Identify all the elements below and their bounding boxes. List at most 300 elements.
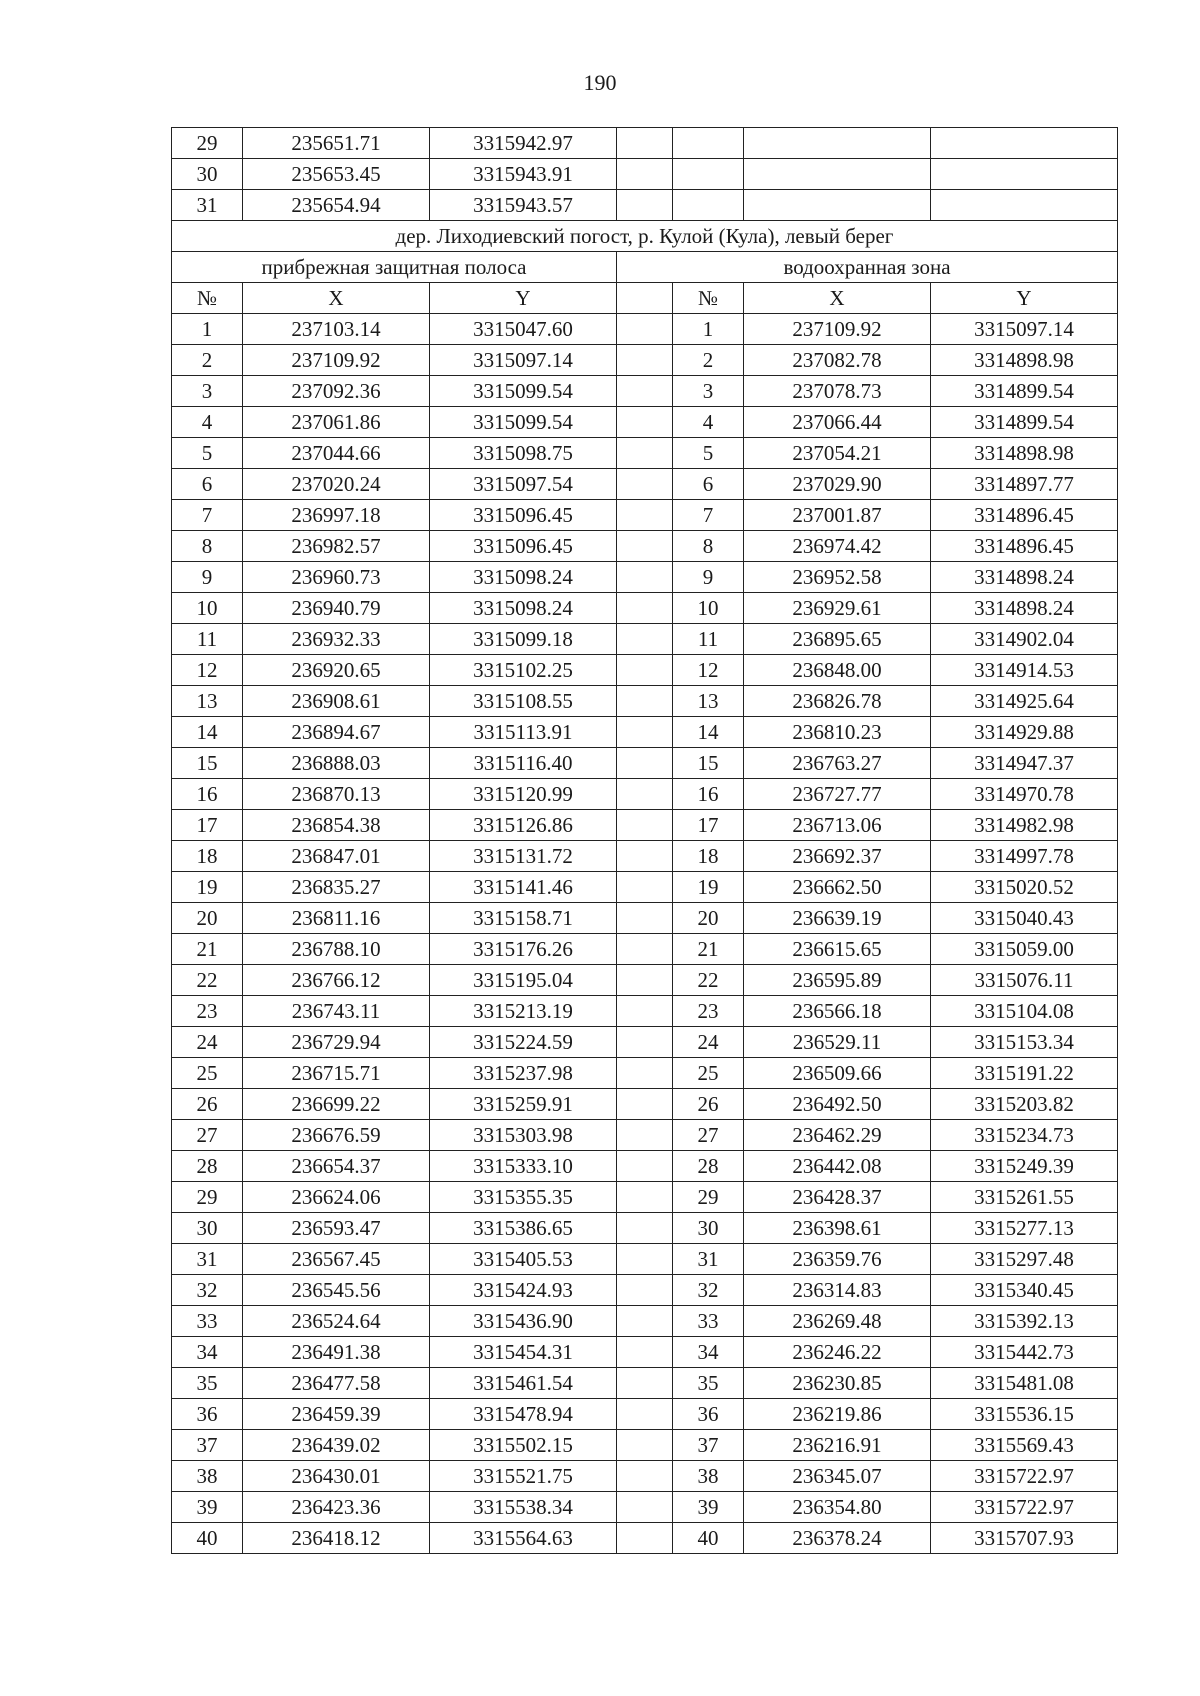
left-x-coordinate-cell: 236423.36 [243,1492,430,1523]
left-point-number-cell: 4 [172,407,243,438]
left-y-coordinate-cell: 3315478.94 [430,1399,617,1430]
right-y-coordinate-cell: 3314929.88 [931,717,1118,748]
spacer-cell [617,841,673,872]
right-point-number-cell: 37 [673,1430,744,1461]
spacer-cell [617,1120,673,1151]
right-point-number-cell: 29 [673,1182,744,1213]
spacer-cell [617,1492,673,1523]
right-point-number-cell: 35 [673,1368,744,1399]
right-y-coordinate-cell: 3315569.43 [931,1430,1118,1461]
left-x-coordinate-cell: 236491.38 [243,1337,430,1368]
y-coordinate-cell: 3315943.91 [430,159,617,190]
left-y-coordinate-cell: 3315099.54 [430,376,617,407]
right-point-number-cell: 34 [673,1337,744,1368]
table-row [172,1430,1118,1461]
subsection-title-row [172,252,1118,283]
table-row [172,562,1118,593]
spacer-cell [617,655,673,686]
left-y-coordinate-cell: 3315259.91 [430,1089,617,1120]
left-point-number-cell: 17 [172,810,243,841]
right-y-coordinate-cell: 3314914.53 [931,655,1118,686]
x-header: X [744,283,931,314]
right-point-number-cell: 4 [673,407,744,438]
spacer-cell [617,1182,673,1213]
right-x-coordinate-cell: 236269.48 [744,1306,931,1337]
right-x-coordinate-cell: 236345.07 [744,1461,931,1492]
right-y-coordinate-cell: 3314899.54 [931,376,1118,407]
left-y-coordinate-cell: 3315096.45 [430,531,617,562]
right-y-coordinate-cell: 3315392.13 [931,1306,1118,1337]
spacer-cell [617,686,673,717]
table-row [172,934,1118,965]
left-point-number-cell: 6 [172,469,243,500]
spacer-cell [617,996,673,1027]
left-point-number-cell: 1 [172,314,243,345]
table-row [172,965,1118,996]
left-x-coordinate-cell: 236699.22 [243,1089,430,1120]
left-point-number-cell: 24 [172,1027,243,1058]
left-x-coordinate-cell: 236894.67 [243,717,430,748]
right-x-coordinate-cell: 237001.87 [744,500,931,531]
spacer-cell [617,903,673,934]
table-row [172,1244,1118,1275]
point-number-cell: 29 [172,128,243,159]
right-y-coordinate-cell: 3315104.08 [931,996,1118,1027]
left-point-number-cell: 35 [172,1368,243,1399]
left-point-number-cell: 3 [172,376,243,407]
left-x-coordinate-cell: 236524.64 [243,1306,430,1337]
right-x-coordinate-cell: 236929.61 [744,593,931,624]
left-x-coordinate-cell: 236920.65 [243,655,430,686]
right-x-coordinate-cell: 237078.73 [744,376,931,407]
right-point-number-cell: 17 [673,810,744,841]
right-point-number-cell: 26 [673,1089,744,1120]
spacer-cell [617,1523,673,1554]
spacer-cell [617,500,673,531]
right-point-number-cell: 7 [673,500,744,531]
number-header: № [673,283,744,314]
right-point-number-cell: 38 [673,1461,744,1492]
right-point-number-cell: 19 [673,872,744,903]
left-x-coordinate-cell: 236811.16 [243,903,430,934]
right-y-coordinate-cell: 3315297.48 [931,1244,1118,1275]
right-point-number-cell: 22 [673,965,744,996]
spacer-cell [617,1461,673,1492]
right-x-coordinate-cell: 236216.91 [744,1430,931,1461]
right-x-coordinate-cell: 236462.29 [744,1120,931,1151]
spacer-cell [617,593,673,624]
left-x-coordinate-cell: 236888.03 [243,748,430,779]
table-row [172,624,1118,655]
spacer-cell [617,345,673,376]
table-row [172,190,1118,221]
spacer-cell [617,314,673,345]
left-y-coordinate-cell: 3315098.24 [430,593,617,624]
page-number: 190 [583,70,617,95]
right-x-coordinate-cell: 236359.76 [744,1244,931,1275]
spacer-cell [617,872,673,903]
spacer-cell [617,1399,673,1430]
right-y-coordinate-cell: 3314997.78 [931,841,1118,872]
table-row [172,996,1118,1027]
left-x-coordinate-cell: 236997.18 [243,500,430,531]
table-row [172,593,1118,624]
right-point-number-cell: 23 [673,996,744,1027]
left-y-coordinate-cell: 3315224.59 [430,1027,617,1058]
left-x-coordinate-cell: 236654.37 [243,1151,430,1182]
right-point-number-cell: 33 [673,1306,744,1337]
left-point-number-cell: 22 [172,965,243,996]
empty-cell [931,190,1118,221]
right-point-number-cell: 28 [673,1151,744,1182]
left-y-coordinate-cell: 3315096.45 [430,500,617,531]
left-point-number-cell: 31 [172,1244,243,1275]
right-point-number-cell: 30 [673,1213,744,1244]
right-y-coordinate-cell: 3315277.13 [931,1213,1118,1244]
spacer-cell [617,1089,673,1120]
left-point-number-cell: 7 [172,500,243,531]
left-point-number-cell: 39 [172,1492,243,1523]
right-subsection-title: водоохранная зона [617,252,1118,283]
left-y-coordinate-cell: 3315355.35 [430,1182,617,1213]
left-x-coordinate-cell: 236940.79 [243,593,430,624]
right-x-coordinate-cell: 236492.50 [744,1089,931,1120]
right-x-coordinate-cell: 237029.90 [744,469,931,500]
spacer-cell [617,1058,673,1089]
right-x-coordinate-cell: 236662.50 [744,872,931,903]
right-x-coordinate-cell: 236378.24 [744,1523,931,1554]
right-point-number-cell: 8 [673,531,744,562]
table-row [172,531,1118,562]
right-y-coordinate-cell: 3315536.15 [931,1399,1118,1430]
table-row [172,314,1118,345]
right-y-coordinate-cell: 3315722.97 [931,1461,1118,1492]
table-row [172,841,1118,872]
left-subsection-title: прибрежная защитная полоса [172,252,617,283]
table-row [172,438,1118,469]
table-row [172,1368,1118,1399]
right-x-coordinate-cell: 236826.78 [744,686,931,717]
left-x-coordinate-cell: 236766.12 [243,965,430,996]
right-y-coordinate-cell: 3314947.37 [931,748,1118,779]
table-row [172,376,1118,407]
left-x-coordinate-cell: 236932.33 [243,624,430,655]
right-point-number-cell: 15 [673,748,744,779]
right-x-coordinate-cell: 236354.80 [744,1492,931,1523]
right-y-coordinate-cell: 3314898.98 [931,345,1118,376]
left-point-number-cell: 19 [172,872,243,903]
left-x-coordinate-cell: 236729.94 [243,1027,430,1058]
right-y-coordinate-cell: 3315249.39 [931,1151,1118,1182]
spacer-cell [617,779,673,810]
right-x-coordinate-cell: 236529.11 [744,1027,931,1058]
left-y-coordinate-cell: 3315158.71 [430,903,617,934]
table-row [172,748,1118,779]
right-point-number-cell: 1 [673,314,744,345]
spacer-cell [617,376,673,407]
left-x-coordinate-cell: 236960.73 [243,562,430,593]
right-y-coordinate-cell: 3315340.45 [931,1275,1118,1306]
right-y-coordinate-cell: 3315097.14 [931,314,1118,345]
left-x-coordinate-cell: 236430.01 [243,1461,430,1492]
right-point-number-cell: 40 [673,1523,744,1554]
right-point-number-cell: 20 [673,903,744,934]
left-x-coordinate-cell: 236908.61 [243,686,430,717]
right-x-coordinate-cell: 236246.22 [744,1337,931,1368]
right-point-number-cell: 11 [673,624,744,655]
left-point-number-cell: 23 [172,996,243,1027]
left-y-coordinate-cell: 3315113.91 [430,717,617,748]
table-row [172,1058,1118,1089]
left-point-number-cell: 30 [172,1213,243,1244]
spacer-cell [617,810,673,841]
left-x-coordinate-cell: 236624.06 [243,1182,430,1213]
left-x-coordinate-cell: 236477.58 [243,1368,430,1399]
spacer-cell [617,748,673,779]
left-point-number-cell: 29 [172,1182,243,1213]
spacer-cell [617,1213,673,1244]
left-point-number-cell: 10 [172,593,243,624]
right-point-number-cell: 9 [673,562,744,593]
left-point-number-cell: 27 [172,1120,243,1151]
right-y-coordinate-cell: 3315442.73 [931,1337,1118,1368]
table-row [172,872,1118,903]
right-x-coordinate-cell: 236713.06 [744,810,931,841]
table-row [172,1461,1118,1492]
left-y-coordinate-cell: 3315120.99 [430,779,617,810]
empty-cell [744,159,931,190]
left-y-coordinate-cell: 3315405.53 [430,1244,617,1275]
right-x-coordinate-cell: 236810.23 [744,717,931,748]
left-y-coordinate-cell: 3315141.46 [430,872,617,903]
left-y-coordinate-cell: 3315538.34 [430,1492,617,1523]
right-x-coordinate-cell: 236615.65 [744,934,931,965]
right-x-coordinate-cell: 237054.21 [744,438,931,469]
left-x-coordinate-cell: 237044.66 [243,438,430,469]
right-point-number-cell: 27 [673,1120,744,1151]
right-x-coordinate-cell: 236314.83 [744,1275,931,1306]
left-x-coordinate-cell: 236835.27 [243,872,430,903]
left-point-number-cell: 26 [172,1089,243,1120]
spacer-cell [617,159,673,190]
table-row [172,500,1118,531]
table-row [172,1492,1118,1523]
left-point-number-cell: 32 [172,1275,243,1306]
right-x-coordinate-cell: 237082.78 [744,345,931,376]
right-x-coordinate-cell: 236230.85 [744,1368,931,1399]
left-y-coordinate-cell: 3315116.40 [430,748,617,779]
left-point-number-cell: 14 [172,717,243,748]
left-y-coordinate-cell: 3315213.19 [430,996,617,1027]
left-point-number-cell: 16 [172,779,243,810]
left-x-coordinate-cell: 237109.92 [243,345,430,376]
left-point-number-cell: 20 [172,903,243,934]
y-header: Y [430,283,617,314]
left-y-coordinate-cell: 3315102.25 [430,655,617,686]
left-y-coordinate-cell: 3315126.86 [430,810,617,841]
right-x-coordinate-cell: 236509.66 [744,1058,931,1089]
right-x-coordinate-cell: 236692.37 [744,841,931,872]
spacer-cell [617,562,673,593]
spacer-cell [617,1306,673,1337]
spacer-cell [617,283,673,314]
y-coordinate-cell: 3315942.97 [430,128,617,159]
left-x-coordinate-cell: 236854.38 [243,810,430,841]
y-header: Y [931,283,1118,314]
left-point-number-cell: 21 [172,934,243,965]
left-point-number-cell: 11 [172,624,243,655]
table-body [172,128,1118,1554]
spacer-cell [617,407,673,438]
table-row [172,1151,1118,1182]
right-point-number-cell: 16 [673,779,744,810]
left-point-number-cell: 8 [172,531,243,562]
spacer-cell [617,624,673,655]
right-x-coordinate-cell: 236398.61 [744,1213,931,1244]
right-x-coordinate-cell: 236595.89 [744,965,931,996]
left-y-coordinate-cell: 3315521.75 [430,1461,617,1492]
left-x-coordinate-cell: 236715.71 [243,1058,430,1089]
left-y-coordinate-cell: 3315333.10 [430,1151,617,1182]
right-point-number-cell: 21 [673,934,744,965]
right-point-number-cell: 39 [673,1492,744,1523]
left-point-number-cell: 37 [172,1430,243,1461]
left-point-number-cell: 12 [172,655,243,686]
table-row [172,1120,1118,1151]
table-row [172,717,1118,748]
right-point-number-cell: 13 [673,686,744,717]
left-x-coordinate-cell: 236847.01 [243,841,430,872]
right-point-number-cell: 18 [673,841,744,872]
left-y-coordinate-cell: 3315097.54 [430,469,617,500]
right-y-coordinate-cell: 3315040.43 [931,903,1118,934]
table-row [172,1275,1118,1306]
right-y-coordinate-cell: 3314902.04 [931,624,1118,655]
left-y-coordinate-cell: 3315454.31 [430,1337,617,1368]
left-y-coordinate-cell: 3315237.98 [430,1058,617,1089]
table-row [172,1306,1118,1337]
right-y-coordinate-cell: 3315059.00 [931,934,1118,965]
right-y-coordinate-cell: 3315261.55 [931,1182,1118,1213]
right-x-coordinate-cell: 236428.37 [744,1182,931,1213]
right-y-coordinate-cell: 3314898.24 [931,593,1118,624]
right-x-coordinate-cell: 236763.27 [744,748,931,779]
point-number-cell: 30 [172,159,243,190]
spacer-cell [617,1430,673,1461]
right-y-coordinate-cell: 3314897.77 [931,469,1118,500]
spacer-cell [617,531,673,562]
left-y-coordinate-cell: 3315099.18 [430,624,617,655]
table-row [172,1399,1118,1430]
left-point-number-cell: 5 [172,438,243,469]
empty-cell [673,159,744,190]
left-y-coordinate-cell: 3315461.54 [430,1368,617,1399]
left-y-coordinate-cell: 3315097.14 [430,345,617,376]
spacer-cell [617,1244,673,1275]
left-x-coordinate-cell: 236418.12 [243,1523,430,1554]
left-point-number-cell: 13 [172,686,243,717]
left-point-number-cell: 33 [172,1306,243,1337]
right-y-coordinate-cell: 3314898.24 [931,562,1118,593]
left-y-coordinate-cell: 3315098.24 [430,562,617,593]
left-x-coordinate-cell: 236743.11 [243,996,430,1027]
left-y-coordinate-cell: 3315131.72 [430,841,617,872]
section-title: дер. Лиходиевский погост, р. Кулой (Кула), левый берег [172,221,1118,252]
spacer-cell [617,934,673,965]
right-y-coordinate-cell: 3315153.34 [931,1027,1118,1058]
coordinates-table [171,127,1118,1554]
left-x-coordinate-cell: 236676.59 [243,1120,430,1151]
empty-cell [931,159,1118,190]
right-y-coordinate-cell: 3314899.54 [931,407,1118,438]
right-point-number-cell: 32 [673,1275,744,1306]
table-row [172,1337,1118,1368]
empty-cell [673,190,744,221]
left-y-coordinate-cell: 3315436.90 [430,1306,617,1337]
empty-cell [744,190,931,221]
table-row [172,1182,1118,1213]
table-row [172,345,1118,376]
left-x-coordinate-cell: 236545.56 [243,1275,430,1306]
empty-cell [744,128,931,159]
left-y-coordinate-cell: 3315098.75 [430,438,617,469]
right-point-number-cell: 10 [673,593,744,624]
left-x-coordinate-cell: 236788.10 [243,934,430,965]
right-y-coordinate-cell: 3315191.22 [931,1058,1118,1089]
table-row [172,1523,1118,1554]
table-row [172,407,1118,438]
left-x-coordinate-cell: 236870.13 [243,779,430,810]
left-x-coordinate-cell: 236567.45 [243,1244,430,1275]
spacer-cell [617,469,673,500]
right-y-coordinate-cell: 3315234.73 [931,1120,1118,1151]
empty-cell [673,128,744,159]
right-point-number-cell: 25 [673,1058,744,1089]
left-x-coordinate-cell: 237103.14 [243,314,430,345]
left-point-number-cell: 28 [172,1151,243,1182]
right-y-coordinate-cell: 3315076.11 [931,965,1118,996]
left-y-coordinate-cell: 3315424.93 [430,1275,617,1306]
right-x-coordinate-cell: 236895.65 [744,624,931,655]
right-point-number-cell: 36 [673,1399,744,1430]
table-row [172,469,1118,500]
left-x-coordinate-cell: 236459.39 [243,1399,430,1430]
spacer-cell [617,1027,673,1058]
left-x-coordinate-cell: 237020.24 [243,469,430,500]
left-y-coordinate-cell: 3315386.65 [430,1213,617,1244]
spacer-cell [617,438,673,469]
table-row [172,159,1118,190]
right-x-coordinate-cell: 236639.19 [744,903,931,934]
right-point-number-cell: 14 [673,717,744,748]
number-header: № [172,283,243,314]
left-point-number-cell: 38 [172,1461,243,1492]
left-x-coordinate-cell: 236982.57 [243,531,430,562]
right-y-coordinate-cell: 3314896.45 [931,531,1118,562]
section-title-row [172,221,1118,252]
right-y-coordinate-cell: 3314982.98 [931,810,1118,841]
empty-cell [931,128,1118,159]
right-x-coordinate-cell: 237109.92 [744,314,931,345]
right-x-coordinate-cell: 236566.18 [744,996,931,1027]
table-row [172,1027,1118,1058]
left-point-number-cell: 36 [172,1399,243,1430]
right-point-number-cell: 12 [673,655,744,686]
y-coordinate-cell: 3315943.57 [430,190,617,221]
left-y-coordinate-cell: 3315176.26 [430,934,617,965]
table-row [172,903,1118,934]
left-point-number-cell: 25 [172,1058,243,1089]
